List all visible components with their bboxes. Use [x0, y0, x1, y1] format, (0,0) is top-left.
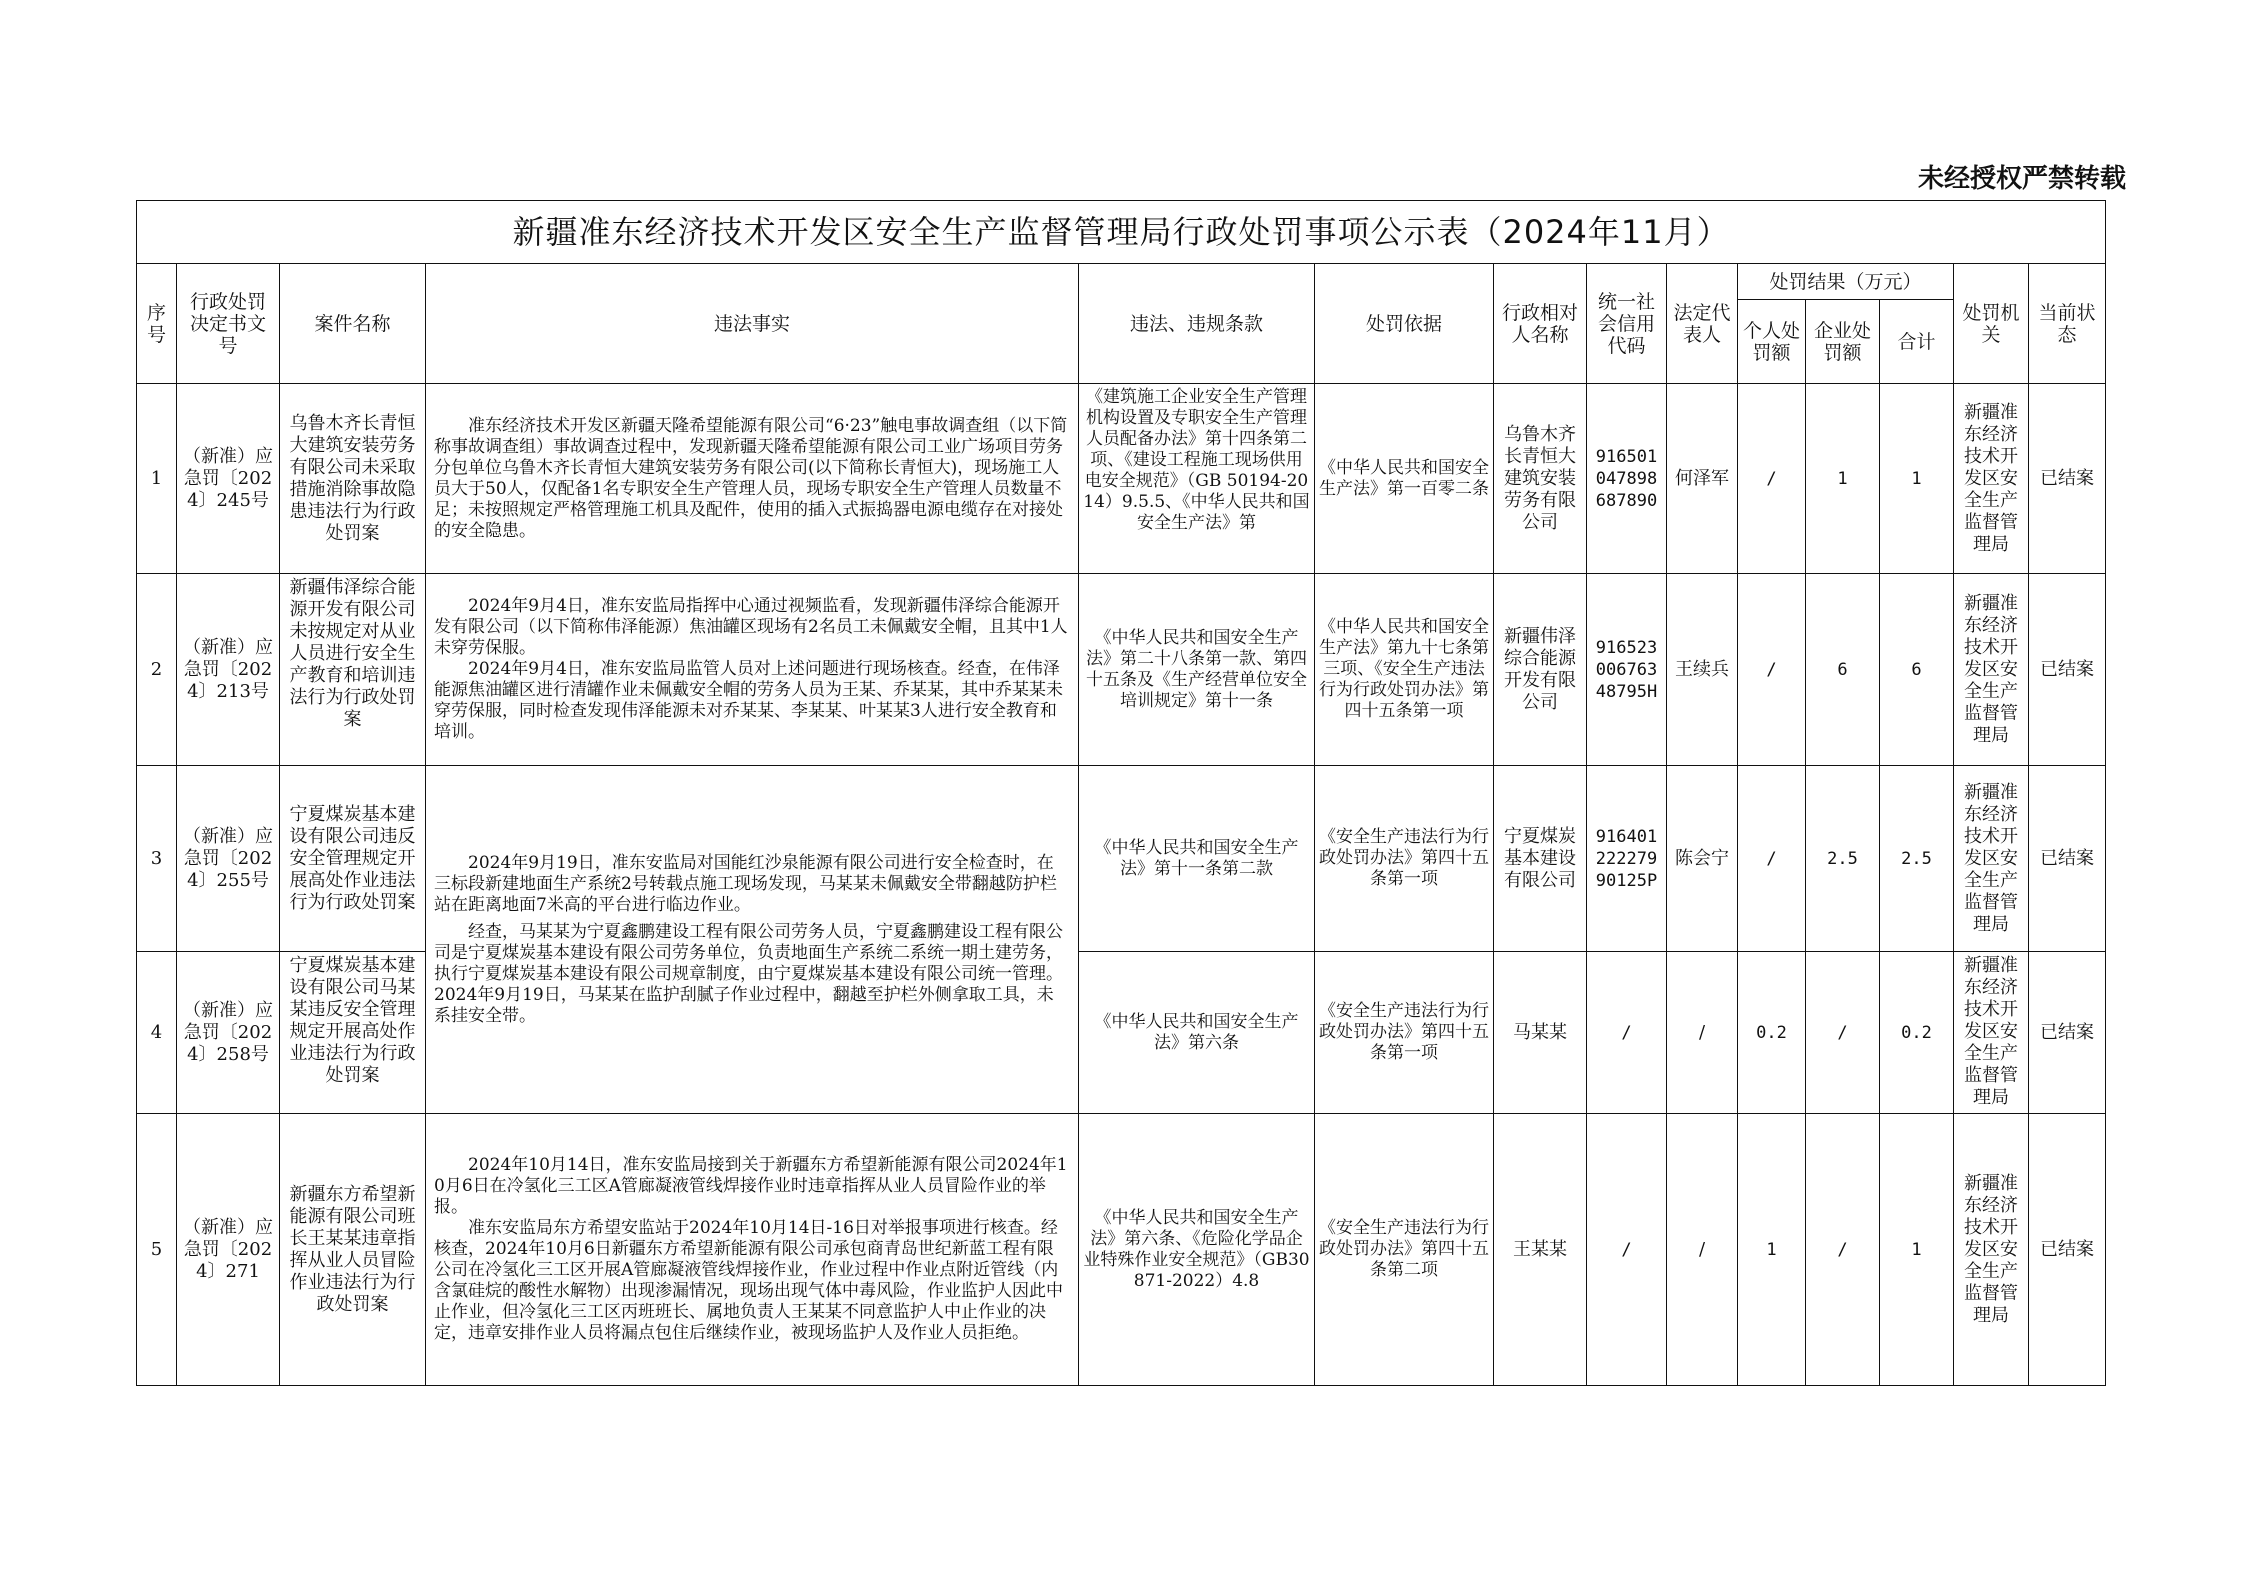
- cell-case-name: 新疆东方希望新能源有限公司班长王某某违章指挥从业人员冒险作业违法行为行政处罚案: [280, 1114, 426, 1386]
- cell-basis: 《安全生产违法行为行政处罚办法》第四十五条第二项: [1315, 1114, 1494, 1386]
- cell-legal-rep: /: [1667, 952, 1738, 1114]
- table-title: 新疆准东经济技术开发区安全生产监督管理局行政处罚事项公示表（2024年11月）: [137, 201, 2106, 264]
- cell-basis: 《中华人民共和国安全生产法》第九十七条第三项、《安全生产违法行为行政处罚办法》第四十五条第一项: [1315, 574, 1494, 766]
- cell-seq: 1: [137, 384, 177, 574]
- cell-doc-no: （新准）应急罚〔2024〕213号: [177, 574, 280, 766]
- cell-facts-merged: [426, 766, 1079, 1114]
- cell-doc-no: （新准）应急罚〔2024〕258号: [177, 952, 280, 1114]
- penalty-table: [136, 200, 2106, 1386]
- header-result-group: 处罚结果（万元）: [1738, 264, 1954, 300]
- cell-authority: 新疆准东经济技术开发区安全生产监督管理局: [1954, 384, 2029, 574]
- cell-status: 已结案: [2029, 1114, 2106, 1386]
- header-basis: 处罚依据: [1315, 264, 1494, 384]
- fact-paragraph: 2024年10月14日，准东安监局接到关于新疆东方希望新能源有限公司2024年10月6日在冷氢化三工区A管廊凝液管线焊接作业时违章指挥从业人员冒险作业的举报。: [434, 1155, 1068, 1217]
- cell-company: 6: [1806, 574, 1880, 766]
- header-personal: 个人处罚额: [1738, 300, 1806, 384]
- cell-doc-no: （新准）应急罚〔2024〕255号: [177, 766, 280, 952]
- cell-party: 宁夏煤炭基本建设有限公司: [1494, 766, 1587, 952]
- fact-paragraph: 准东安监局东方希望安监站于2024年10月14日-16日对举报事项进行核查。经核查，2024年10月6日新疆东方希望新能源有限公司承包商青岛世纪新蓝工程有限公司在冷氢化三工区开展A管廊凝液管线焊接作业，作业过程中作业点附近管线（内含氯硅烷的酸性水解物）出现渗漏情况，现场出现气体中毒风险，作业监护人因此中止作业，但冷氢化三工区丙班班长、属地负责人王某某不同意监护人中止作业的决定，违章安排作业人员将漏点包住后继续作业，被现场监护人及作业人员拒绝。: [434, 1218, 1063, 1343]
- header-doc-no: 行政处罚决定书文号: [177, 264, 280, 384]
- cell-total: 1: [1880, 384, 1954, 574]
- cell-personal: /: [1738, 766, 1806, 952]
- cell-legal-rep: 陈会宁: [1667, 766, 1738, 952]
- cell-party: 王某某: [1494, 1114, 1587, 1386]
- table-row: [137, 384, 2106, 574]
- cell-status: 已结案: [2029, 574, 2106, 766]
- cell-personal: /: [1738, 574, 1806, 766]
- case-name-text: 宁夏煤炭基本建设有限公司马某某违反安全管理规定开展高处作业违法行为行政处罚案: [289, 954, 416, 1086]
- cell-facts: [426, 384, 1079, 574]
- cell-total: 1: [1880, 1114, 1954, 1386]
- cell-case-name: 宁夏煤炭基本建设有限公司违反安全管理规定开展高处作业违法行为行政处罚案: [280, 766, 426, 952]
- cell-party: 新疆伟泽综合能源开发有限公司: [1494, 574, 1587, 766]
- cell-case-name: 乌鲁木齐长青恒大建筑安装劳务有限公司未采取措施消除事故隐患违法行为行政处罚案: [280, 384, 426, 574]
- header-total: 合计: [1880, 300, 1954, 384]
- cell-legal-rep: 何泽军: [1667, 384, 1738, 574]
- header-case-name: 案件名称: [280, 264, 426, 384]
- cell-authority: 新疆准东经济技术开发区安全生产监督管理局: [1954, 574, 2029, 766]
- cell-status: 已结案: [2029, 952, 2106, 1114]
- cell-authority: [1954, 952, 2029, 1114]
- penalty-table-container: [136, 200, 2105, 1388]
- header-credit-code: 统一社会信用代码: [1587, 264, 1667, 384]
- cell-personal: /: [1738, 384, 1806, 574]
- cell-company: 1: [1806, 384, 1880, 574]
- cell-doc-no: （新准）应急罚〔2024〕245号: [177, 384, 280, 574]
- cell-personal: 0.2: [1738, 952, 1806, 1114]
- cell-basis: 《中华人民共和国安全生产法》第一百零二条: [1315, 384, 1494, 574]
- cell-credit-code: 916501047898687890: [1587, 384, 1667, 574]
- cell-credit-code: /: [1587, 952, 1667, 1114]
- cell-seq: 4: [137, 952, 177, 1114]
- header-party: 行政相对人名称: [1494, 264, 1587, 384]
- header-facts: 违法事实: [426, 264, 1079, 384]
- cell-party: 乌鲁木齐长青恒大建筑安装劳务有限公司: [1494, 384, 1587, 574]
- cell-credit-code: 91652300676348795H: [1587, 574, 1667, 766]
- cell-articles: 《中华人民共和国安全生产法》第二十八条第一款、第四十五条及《生产经营单位安全培训规定》第十一条: [1079, 574, 1315, 766]
- cell-seq: 3: [137, 766, 177, 952]
- header-articles: 违法、违规条款: [1079, 264, 1315, 384]
- cell-party: 马某某: [1494, 952, 1587, 1114]
- fact-paragraph: 准东经济技术开发区新疆天隆希望能源有限公司“6·23”触电事故调查组（以下简称事故调查组）事故调查过程中，发现新疆天隆希望能源有限公司工业广场项目劳务分包单位乌鲁木齐长青恒大建筑安装劳务有限公司(以下简称长青恒大)，现场施工人员大于50人，仅配备1名专职安全生产管理人员，现场专职安全生产管理人员数量不足；未按照规定严格管理施工机具及配件，使用的插入式振捣器电源电缆存在对接处的安全隐患。: [434, 415, 1068, 541]
- copyright-notice: 未经授权严禁转载: [1917, 164, 2126, 194]
- table-row: [137, 1114, 2106, 1386]
- cell-facts: [426, 574, 1079, 766]
- header-seq: 序号: [137, 264, 177, 384]
- cell-status: 已结案: [2029, 766, 2106, 952]
- fact-paragraph: 2024年9月19日，准东安监局对国能红沙泉能源有限公司进行安全检查时，在三标段新建地面生产系统2号转载点施工现场发现，马某某未佩戴安全带翻越防护栏站在距离地面7米高的平台进行临边作业。: [434, 852, 1057, 915]
- cell-seq: 2: [137, 574, 177, 766]
- cell-basis: 《安全生产违法行为行政处罚办法》第四十五条第一项: [1315, 766, 1494, 952]
- cell-legal-rep: /: [1667, 1114, 1738, 1386]
- header-status: 当前状态: [2029, 264, 2106, 384]
- cell-status: 已结案: [2029, 384, 2106, 574]
- cell-articles: 《中华人民共和国安全生产法》第六条: [1079, 952, 1315, 1114]
- fact-paragraph: 2024年9月4日，准东安监局监管人员对上述问题进行现场核查。经查，在伟泽能源焦油罐区进行清罐作业未佩戴安全帽的劳务人员为王某、乔某某，其中乔某某未穿劳保服，同时检查发现伟泽能源未对乔某某、李某某、叶某某3人进行安全教育和培训。: [434, 659, 1063, 742]
- cell-company: 2.5: [1806, 766, 1880, 952]
- fact-paragraph: 经查，马某某为宁夏鑫鹏建设工程有限公司劳务人员，宁夏鑫鹏建设工程有限公司是宁夏煤炭基本建设有限公司劳务单位，负责地面生产系统二系统一期土建劳务，执行宁夏煤炭基本建设有限公司规章制度，由宁夏煤炭基本建设有限公司统一管理。2024年9月19日，马某某在监护刮腻子作业过程中，翻越至护栏外侧拿取工具，未系挂安全带。: [434, 921, 1063, 1026]
- cell-articles: 《中华人民共和国安全生产法》第六条、《危险化学品企业特殊作业安全规范》（GB30871-2022）4.8: [1079, 1114, 1315, 1386]
- header-authority: 处罚机关: [1954, 264, 2029, 384]
- cell-authority: 新疆准东经济技术开发区安全生产监督管理局: [1954, 1114, 2029, 1386]
- cell-company: /: [1806, 952, 1880, 1114]
- articles-text: 《建筑施工企业安全生产管理机构设置及专职安全生产管理人员配备办法》第十四条第二项、《建设工程施工现场供用电安全规范》（GB 50194-2014）9.5.5、《中华人民共和国安全生产法》第: [1083, 386, 1310, 533]
- authority-text: 新疆准东经济技术开发区安全生产监督管理局: [1964, 954, 2018, 1108]
- cell-authority: 新疆准东经济技术开发区安全生产监督管理局: [1954, 766, 2029, 952]
- cell-personal: 1: [1738, 1114, 1806, 1386]
- cell-total: 2.5: [1880, 766, 1954, 952]
- cell-basis: 《安全生产违法行为行政处罚办法》第四十五条第一项: [1315, 952, 1494, 1114]
- cell-facts: [426, 1114, 1079, 1386]
- cell-legal-rep: 王续兵: [1667, 574, 1738, 766]
- cell-total: 0.2: [1880, 952, 1954, 1114]
- cell-articles: 《中华人民共和国安全生产法》第十一条第二款: [1079, 766, 1315, 952]
- cell-doc-no: （新准）应急罚〔2024〕271: [177, 1114, 280, 1386]
- header-legal-rep: 法定代表人: [1667, 264, 1738, 384]
- table-row: [137, 766, 2106, 952]
- cell-articles: [1079, 384, 1315, 574]
- table-row: [137, 574, 2106, 766]
- cell-seq: 5: [137, 1114, 177, 1386]
- cell-case-name: [280, 574, 426, 766]
- fact-paragraph: 2024年9月4日，准东安监局指挥中心通过视频监看，发现新疆伟泽综合能源开发有限公司（以下简称伟泽能源）焦油罐区现场有2名员工未佩戴安全帽，且其中1人未穿劳保服。: [434, 596, 1068, 658]
- cell-total: 6: [1880, 574, 1954, 766]
- cell-case-name: [280, 952, 426, 1114]
- case-name-text: 新疆伟泽综合能源开发有限公司未按规定对从业人员进行安全生产教育和培训违法行为行政处罚案: [289, 576, 416, 730]
- header-company: 企业处罚额: [1806, 300, 1880, 384]
- cell-credit-code: /: [1587, 1114, 1667, 1386]
- cell-credit-code: 91640122227990125P: [1587, 766, 1667, 952]
- cell-company: /: [1806, 1114, 1880, 1386]
